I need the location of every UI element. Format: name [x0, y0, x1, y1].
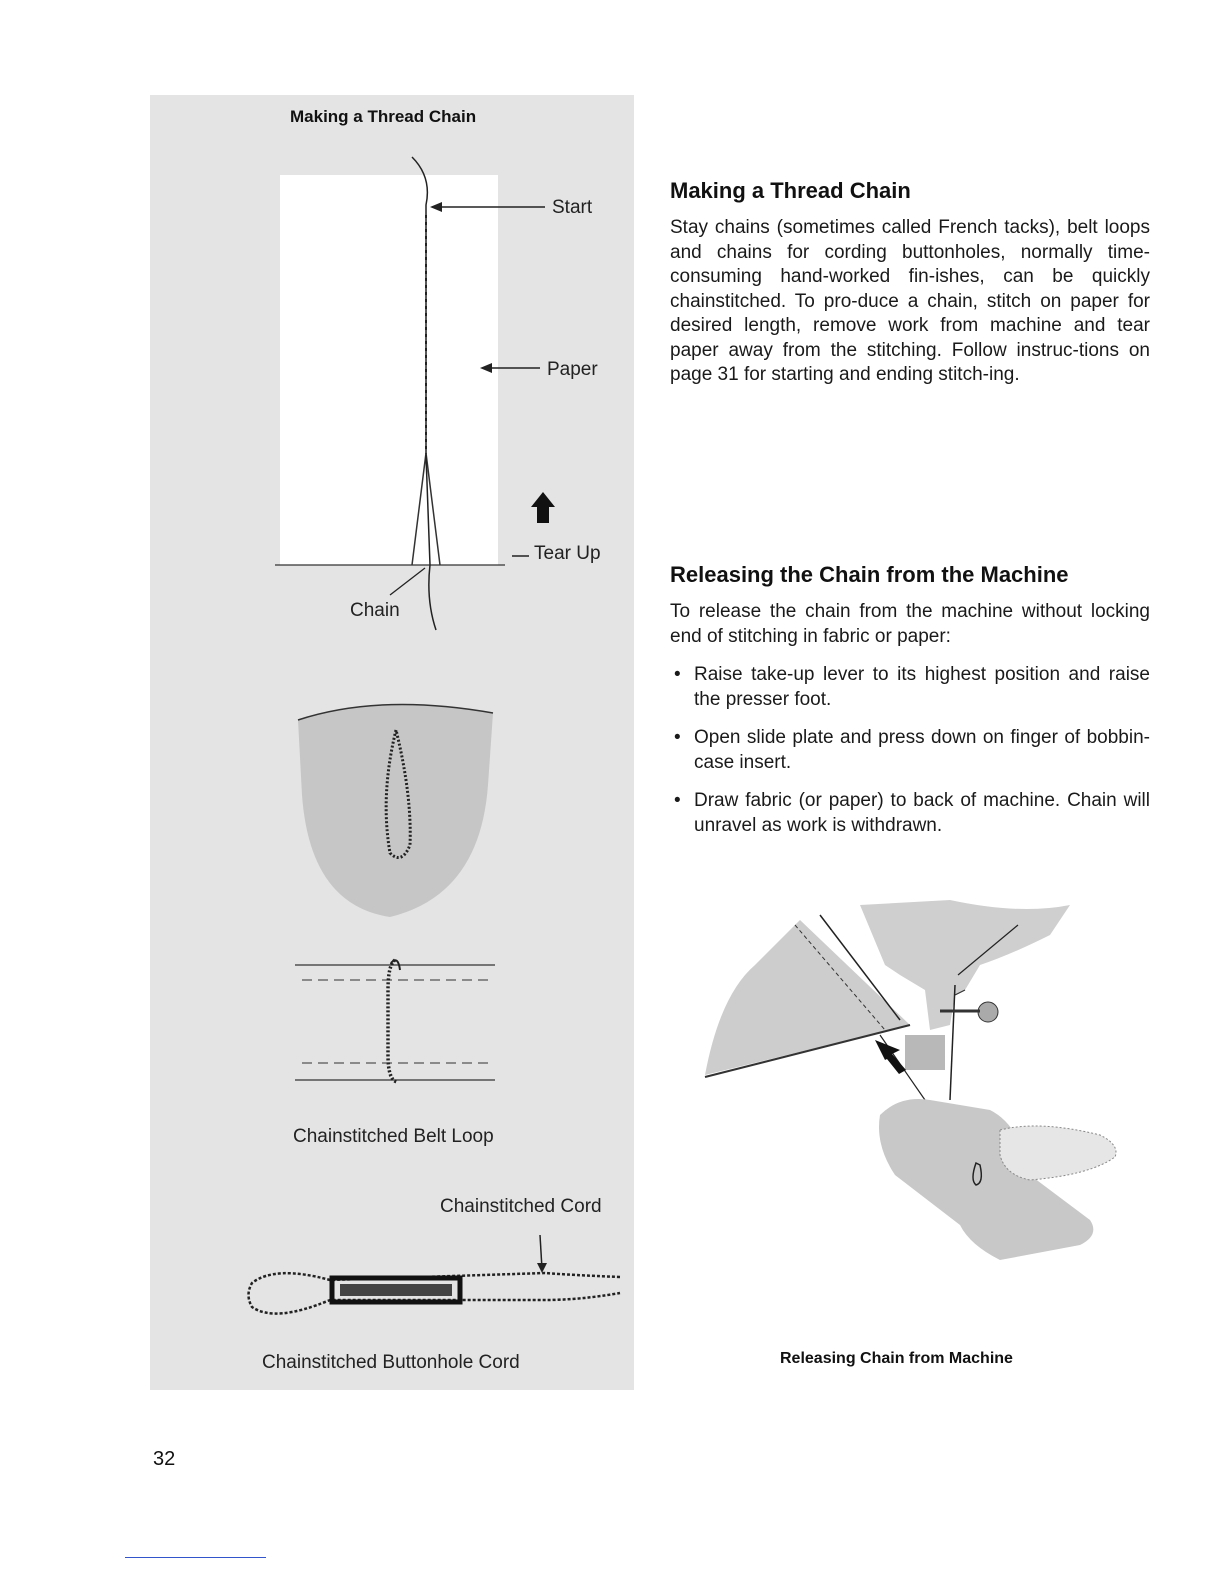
instruction-list — [670, 663, 1150, 838]
belt-loop-figure — [295, 960, 495, 1082]
instruction-item: • Raise take-up lever to its highest position and raise the presser foot. — [674, 664, 1150, 710]
paper-label: Paper — [547, 359, 598, 380]
buttonhole-cord-caption: Chainstitched Buttonhole Cord — [262, 1352, 520, 1373]
section-making-thread-chain — [670, 178, 1150, 388]
cord-label: Chainstitched Cord — [440, 1196, 602, 1217]
section-intro: To release the chain from the machine without locking end of stitching in fabric or paper: — [670, 601, 1150, 647]
belt-loop-caption: Chainstitched Belt Loop — [293, 1126, 494, 1147]
section-heading: Releasing the Chain from the Machine — [670, 562, 1069, 587]
page-number: 32 — [153, 1448, 176, 1470]
figure-caption: Releasing Chain from Machine — [780, 1350, 1013, 1367]
tear-up-label: Tear Up — [534, 543, 601, 564]
buttonhole-cord-figure — [249, 1235, 621, 1314]
panel-title: Making a Thread Chain — [290, 107, 477, 126]
illustration-panel — [150, 95, 634, 1390]
chain-label: Chain — [350, 600, 400, 621]
section-body: Stay chains (sometimes called French tacks), belt loops and chains for cording buttonholes, normally time-consuming hand-worked fin-ishes, can be quickly chainstitched. To pro-duce a chain, stitch on paper for desired length, remove work from machine and tear paper away from the stitching. Follow instruc-tions on page 31 for starting and ending stitch-ing. — [670, 217, 1150, 385]
stay-chain-figure — [298, 704, 493, 917]
section-releasing-chain — [670, 562, 1150, 852]
instruction-item: • Open slide plate and press down on finger of bobbin-case insert. — [674, 727, 1150, 773]
footer-rule — [125, 1557, 266, 1558]
section-heading: Making a Thread Chain — [670, 178, 911, 203]
thread-chain-figure — [275, 157, 555, 630]
instruction-item: • Draw fabric (or paper) to back of machine. Chain will unravel as work is withdrawn. — [674, 790, 1150, 836]
machine-illustration — [700, 895, 1130, 1285]
start-label: Start — [552, 197, 593, 218]
